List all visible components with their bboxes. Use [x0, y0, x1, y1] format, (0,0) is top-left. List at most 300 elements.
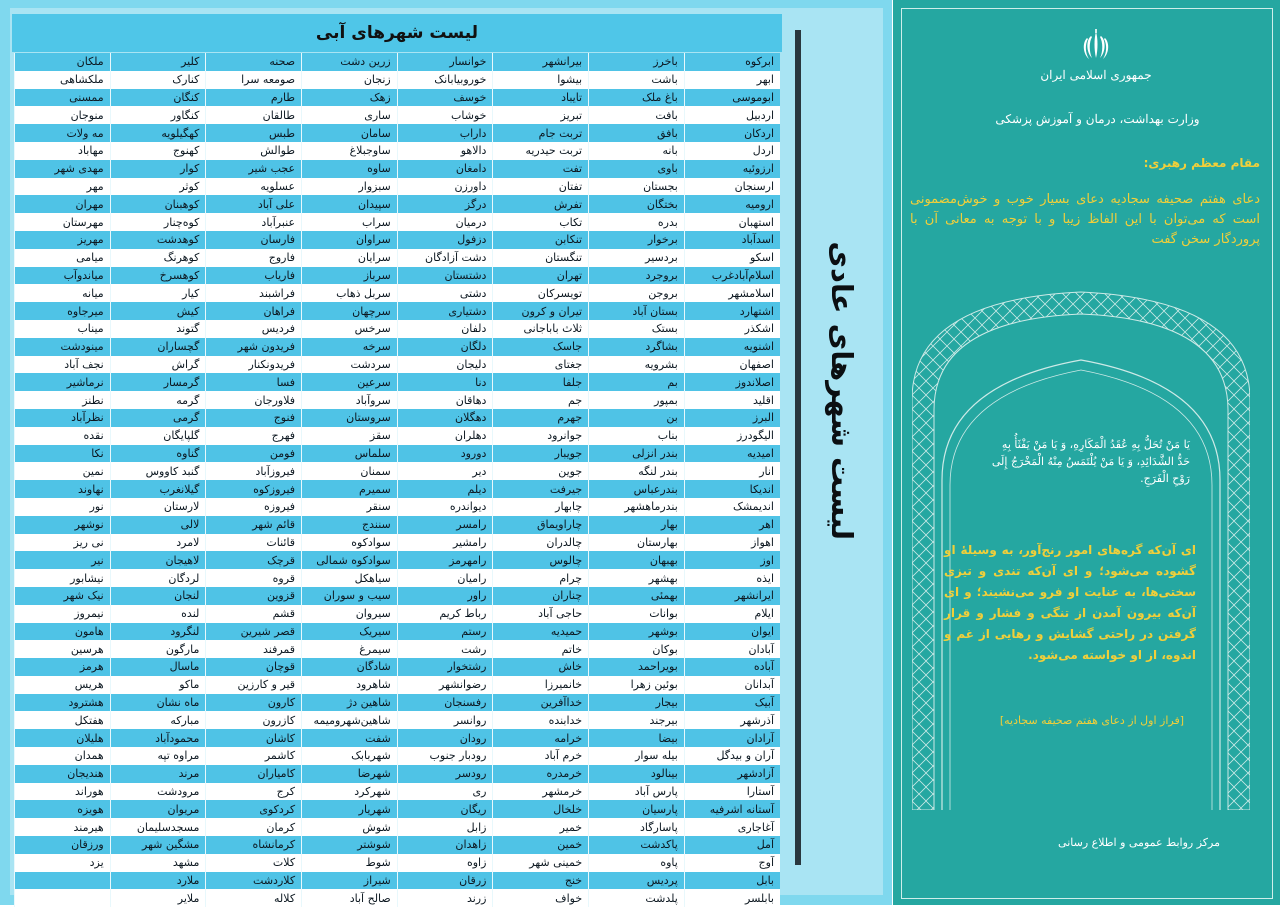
city-cell: مه ولات: [15, 124, 111, 142]
city-cell: تایباد: [493, 89, 589, 107]
city-cell: صالح آباد: [302, 889, 398, 907]
city-cell: زنجان: [302, 71, 398, 89]
city-cell: گرمسار: [110, 373, 206, 391]
city-cell: بن: [589, 409, 685, 427]
city-cell: دهاقان: [397, 391, 493, 409]
city-cell: ریگان: [397, 800, 493, 818]
city-cell: آباده: [684, 658, 780, 676]
city-cell: کیش: [110, 302, 206, 320]
city-cell: تربت جام: [493, 124, 589, 142]
table-row: [15, 320, 781, 338]
city-cell: فهرج: [206, 427, 302, 445]
city-cell: فاریاب: [206, 267, 302, 285]
city-cell: آوج: [684, 854, 780, 872]
city-cell: ری: [397, 783, 493, 801]
city-cell: قمرفند: [206, 640, 302, 658]
city-cell: کاشمر: [206, 747, 302, 765]
city-cell: بیرانشهر: [493, 53, 589, 71]
table-row: [15, 498, 781, 516]
city-cell: خورو‌بیابانک: [397, 71, 493, 89]
city-cell: میامی: [15, 249, 111, 267]
city-cell: جم: [493, 391, 589, 409]
leader-heading: مقام معظم رهبری:: [1143, 156, 1260, 170]
city-cell: بروجن: [589, 284, 685, 302]
city-cell: سرباز: [302, 267, 398, 285]
city-cell: لارستان: [110, 498, 206, 516]
divider-bar: [795, 30, 801, 865]
city-cell: رودسر: [397, 765, 493, 783]
city-cell: باوی: [589, 160, 685, 178]
city-cell: نوشهر: [15, 516, 111, 534]
city-cell: شاهین‌شهروميمه: [302, 711, 398, 729]
city-cell: سراب: [302, 213, 398, 231]
city-cell: ساوجبلاغ: [302, 142, 398, 160]
city-cell: فسا: [206, 373, 302, 391]
city-cell: اهواز: [684, 534, 780, 552]
city-cell: سروستان: [302, 409, 398, 427]
table-row: [15, 71, 781, 89]
city-cell: خانمیرزا: [493, 676, 589, 694]
city-cell: سمیرم: [302, 480, 398, 498]
city-cell: لامرد: [110, 534, 206, 552]
city-cell: قوچان: [206, 658, 302, 676]
city-cell: خوسف: [397, 89, 493, 107]
city-cell: عجب شیر: [206, 160, 302, 178]
city-cell: بشرویه: [589, 356, 685, 374]
city-cell: فارسان: [206, 231, 302, 249]
city-cell: هشترود: [15, 694, 111, 712]
city-cell: کوثر: [110, 178, 206, 196]
city-cell: کوهسرخ: [110, 267, 206, 285]
city-cell: شهریار: [302, 800, 398, 818]
city-cell: چرام: [493, 569, 589, 587]
city-cell: تیران و کرون: [493, 302, 589, 320]
city-cell: نظرآباد: [15, 409, 111, 427]
table-row: [15, 53, 781, 71]
city-cell: تنکابن: [493, 231, 589, 249]
table-row: [15, 872, 781, 890]
table-row: [15, 427, 781, 445]
city-cell: سوادکوه: [302, 534, 398, 552]
arabic-prayer: یَا مَنْ تُحَلُّ بِهِ عُقَدُ الْمَكَارِهِ، وَ یَا مَنْ یَفْثَأُ بِهِ حَدُّ الشَّدَائِدِ، وَ یَا مَنْ یُلْتَمَسُ مِنْهُ الْمَخْرَجُ إِلَى رَوْحِ الْفَرَجِ.: [991, 438, 1190, 485]
city-cell: کاشان: [206, 729, 302, 747]
city-cell: کازرون: [206, 711, 302, 729]
city-cell: دهلران: [397, 427, 493, 445]
city-cell: انار: [684, 462, 780, 480]
city-cell: تکاب: [493, 213, 589, 231]
city-cell: تهران: [493, 267, 589, 285]
city-cell: اردکان: [684, 124, 780, 142]
city-cell: رشت: [397, 640, 493, 658]
city-cell: ایذه: [684, 569, 780, 587]
city-cell: مریوان: [110, 800, 206, 818]
city-cell: بشاگرد: [589, 338, 685, 356]
table-row: [15, 302, 781, 320]
city-cell: سپیدان: [302, 195, 398, 213]
city-cell: کنگان: [110, 89, 206, 107]
city-cell: آزادشهر: [684, 765, 780, 783]
city-cell: سمنان: [302, 462, 398, 480]
city-cell: علی آباد: [206, 195, 302, 213]
city-cell: بمپور: [589, 391, 685, 409]
city-cell: زاوه: [397, 854, 493, 872]
city-cell: کرمان: [206, 818, 302, 836]
city-cell: شفت: [302, 729, 398, 747]
city-cell: نی ریز: [15, 534, 111, 552]
city-cell: رستم: [397, 623, 493, 641]
city-cell: نکا: [15, 445, 111, 463]
city-cell: قشم: [206, 605, 302, 623]
city-cell: بانه: [589, 142, 685, 160]
city-cell: بوئین زهرا: [589, 676, 685, 694]
city-cell: دامغان: [397, 160, 493, 178]
city-cell: البرز: [684, 409, 780, 427]
city-cell: فردیس: [206, 320, 302, 338]
city-cell: قائنات: [206, 534, 302, 552]
city-cell: نیر: [15, 551, 111, 569]
city-cell: جوین: [493, 462, 589, 480]
city-cell: امیدیه: [684, 445, 780, 463]
city-cell: دشتی: [397, 284, 493, 302]
city-cell: سیروان: [302, 605, 398, 623]
table-row: [15, 373, 781, 391]
city-cell: بافق: [589, 124, 685, 142]
city-cell: مهاباد: [15, 142, 111, 160]
city-cell: مشهد: [110, 854, 206, 872]
ministry-label: وزارت بهداشت، درمان و آموزش پزشکی: [995, 112, 1200, 126]
city-cell: تربت حیدریه: [493, 142, 589, 160]
city-cell: فریدون شهر: [206, 338, 302, 356]
city-cell: جلفا: [493, 373, 589, 391]
city-cell: بستک: [589, 320, 685, 338]
city-cell: رودبار جنوب: [397, 747, 493, 765]
city-cell: فیروزکوه: [206, 480, 302, 498]
city-cell: ماسال: [110, 658, 206, 676]
table-row: [15, 623, 781, 641]
city-cell: گلپایگان: [110, 427, 206, 445]
table-row: [15, 783, 781, 801]
city-cell: کیار: [110, 284, 206, 302]
city-cell: ملایر: [110, 889, 206, 907]
city-cell: کوهرنگ: [110, 249, 206, 267]
city-cell: رباط کریم: [397, 605, 493, 623]
table-row: [15, 640, 781, 658]
city-cell: گچساران: [110, 338, 206, 356]
city-cell: راور: [397, 587, 493, 605]
city-cell: بهبهان: [589, 551, 685, 569]
city-cell: هرمز: [15, 658, 111, 676]
city-cell: اشتهارد: [684, 302, 780, 320]
city-cell: [15, 872, 111, 890]
city-cell: رامیان: [397, 569, 493, 587]
city-cell: قرچک: [206, 551, 302, 569]
city-cell: اردبیل: [684, 106, 780, 124]
city-cell: زابل: [397, 818, 493, 836]
city-cell: قائم شهر: [206, 516, 302, 534]
city-cell: قصر شیرین: [206, 623, 302, 641]
table-row: [15, 658, 781, 676]
city-cell: بیرجند: [589, 711, 685, 729]
city-cell: کهگیلویه: [110, 124, 206, 142]
city-cell: دهگلان: [397, 409, 493, 427]
city-cell: ورزقان: [15, 836, 111, 854]
city-cell: یزد: [15, 854, 111, 872]
footer-label: مرکز روابط عمومی و اطلاع رسانی: [1058, 836, 1220, 849]
city-cell: بوشهر: [589, 623, 685, 641]
city-cell: شهرضا: [302, 765, 398, 783]
city-cell: بندر لنگه: [589, 462, 685, 480]
city-cell: چاراویماق: [493, 516, 589, 534]
city-cell: کوهبنان: [110, 195, 206, 213]
city-cell: اسدآباد: [684, 231, 780, 249]
city-cell: خدابنده: [493, 711, 589, 729]
city-cell: رضوانشهر: [397, 676, 493, 694]
city-cell: جیرفت: [493, 480, 589, 498]
city-cell: بندرعباس: [589, 480, 685, 498]
city-cell: جغتای: [493, 356, 589, 374]
city-cell: هامون: [15, 623, 111, 641]
city-cell: پارس آباد: [589, 783, 685, 801]
city-cell: صحنه: [206, 53, 302, 71]
city-cell: دیواندره: [397, 498, 493, 516]
city-cell: هریس: [15, 676, 111, 694]
city-cell: بهمئی: [589, 587, 685, 605]
city-cell: شوش: [302, 818, 398, 836]
city-cell: مهران: [15, 195, 111, 213]
city-cell: چناران: [493, 587, 589, 605]
city-cell: دشتستان: [397, 267, 493, 285]
city-cell: تویسرکان: [493, 284, 589, 302]
city-cell: استهبان: [684, 213, 780, 231]
city-cell: زهک: [302, 89, 398, 107]
city-cell: مشگین شهر: [110, 836, 206, 854]
table-row: [15, 462, 781, 480]
city-cell: ابرکوه: [684, 53, 780, 71]
city-cell: ایلام: [684, 605, 780, 623]
table-row: [15, 711, 781, 729]
city-cell: رامسر: [397, 516, 493, 534]
city-cell: باخرز: [589, 53, 685, 71]
city-cell: فیروزآباد: [206, 462, 302, 480]
city-cell: ساوه: [302, 160, 398, 178]
city-cell: آستارا: [684, 783, 780, 801]
city-cell: ثلاث باباجانی: [493, 320, 589, 338]
table-row: [15, 409, 781, 427]
city-cell: اشنویه: [684, 338, 780, 356]
city-cell: خمین: [493, 836, 589, 854]
city-cell: بجستان: [589, 178, 685, 196]
city-cell: بروجرد: [589, 267, 685, 285]
city-cell: عنبرآباد: [206, 213, 302, 231]
table-row: [15, 142, 781, 160]
city-cell: چالدران: [493, 534, 589, 552]
city-cell: برخوار: [589, 231, 685, 249]
city-cell: مهر: [15, 178, 111, 196]
city-cell: کنارک: [110, 71, 206, 89]
city-cell: قروه: [206, 569, 302, 587]
table-row: [15, 836, 781, 854]
table-row: [15, 178, 781, 196]
city-cell: قزوین: [206, 587, 302, 605]
table-row: [15, 534, 781, 552]
city-cell: عسلویه: [206, 178, 302, 196]
city-cell: ابوموسی: [684, 89, 780, 107]
city-cell: کلیر: [110, 53, 206, 71]
city-cell: گناوه: [110, 445, 206, 463]
table-row: [15, 551, 781, 569]
city-cell: چالوس: [493, 551, 589, 569]
city-cell: میناب: [15, 320, 111, 338]
city-cell: مهرستان: [15, 213, 111, 231]
city-cell: ایوان: [684, 623, 780, 641]
city-cell: خرمشهر: [493, 783, 589, 801]
city-cell: فاروج: [206, 249, 302, 267]
city-cell: کامیاران: [206, 765, 302, 783]
city-cell: آمل: [684, 836, 780, 854]
city-cell: آران و بیدگل: [684, 747, 780, 765]
city-cell: فنوج: [206, 409, 302, 427]
city-cell: اندیمشک: [684, 498, 780, 516]
city-cell: کوار: [110, 160, 206, 178]
city-cell: خاش: [493, 658, 589, 676]
city-cell: جویبار: [493, 445, 589, 463]
city-cell: پاکدشت: [589, 836, 685, 854]
city-cell: اصلاندوز: [684, 373, 780, 391]
prayer-translation: ای آن‌که گره‌های امور رنج‌آور، به وسیلهٔ او گشوده می‌شود؛ و ای آن‌که تندی و تیزی سختی‌ها، به عنایت او فرو می‌نشیند؛ و ای آن‌که بیرون آمدن از تنگی و فشار و قرار گرفتن در راحتی گشایش و رهایی از غم و اندوه، از او خواسته می‌شود.: [944, 543, 1196, 662]
city-cell: مبارکه: [110, 711, 206, 729]
table-row: [15, 694, 781, 712]
table-row: [15, 213, 781, 231]
city-cell: رودان: [397, 729, 493, 747]
city-cell: هفتکل: [15, 711, 111, 729]
city-cell: هرسین: [15, 640, 111, 658]
city-cell: سراوان: [302, 231, 398, 249]
city-cell: نیک شهر: [15, 587, 111, 605]
city-cell: دالاهو: [397, 142, 493, 160]
city-cell: بیله سوار: [589, 747, 685, 765]
city-cell: دورود: [397, 445, 493, 463]
country-label: جمهوری اسلامی ایران: [1040, 68, 1152, 82]
city-cell: کهنوج: [110, 142, 206, 160]
city-cell: آبادان: [684, 640, 780, 658]
city-cell: گنبد کاووس: [110, 462, 206, 480]
city-cell: آذرشهر: [684, 711, 780, 729]
city-cell: درمیان: [397, 213, 493, 231]
city-cell: فریدونکنار: [206, 356, 302, 374]
list-title: لیست شهرهای آبی: [315, 23, 479, 43]
city-cell: فراهان: [206, 302, 302, 320]
city-cell: نجف آباد: [15, 356, 111, 374]
city-cell: دشتیاری: [397, 302, 493, 320]
city-cell: هویزه: [15, 800, 111, 818]
city-cell: حاجی آباد: [493, 605, 589, 623]
city-cell: دلگان: [397, 338, 493, 356]
city-cell: محمودآباد: [110, 729, 206, 747]
city-cell: چابهار: [493, 498, 589, 516]
city-cell: درگز: [397, 195, 493, 213]
table-row: [15, 854, 781, 872]
city-cell: مهدی شهر: [15, 160, 111, 178]
city-cell: سنندج: [302, 516, 398, 534]
table-row: [15, 284, 781, 302]
city-cell: پلدشت: [589, 889, 685, 907]
city-cell: بافت: [589, 106, 685, 124]
list-title-bar: [12, 14, 782, 52]
city-cell: لنجان: [110, 587, 206, 605]
city-cell: [15, 889, 111, 907]
city-cell: سرخه: [302, 338, 398, 356]
city-cell: سرخس: [302, 320, 398, 338]
city-cell: گیلانغرب: [110, 480, 206, 498]
city-cell: جوانرود: [493, 427, 589, 445]
city-cell: سیمرغ: [302, 640, 398, 658]
city-cell: خلخال: [493, 800, 589, 818]
city-cell: طارم: [206, 89, 302, 107]
city-cell: داراب: [397, 124, 493, 142]
table-row: [15, 889, 781, 907]
city-cell: اردل: [684, 142, 780, 160]
city-cell: سروآباد: [302, 391, 398, 409]
city-cell: پاسارگاد: [589, 818, 685, 836]
city-cell: بیجار: [589, 694, 685, 712]
table-row: [15, 516, 781, 534]
city-cell: پاوه: [589, 854, 685, 872]
city-cell: بینالود: [589, 765, 685, 783]
city-cell: رامهرمز: [397, 551, 493, 569]
city-cell: ساری: [302, 106, 398, 124]
city-cell: آبدانان: [684, 676, 780, 694]
city-cell: بندر انزلی: [589, 445, 685, 463]
city-cell: سردشت: [302, 356, 398, 374]
city-cell: بویراحمد: [589, 658, 685, 676]
city-cell: نقده: [15, 427, 111, 445]
city-cell: خاتم: [493, 640, 589, 658]
table-row: [15, 106, 781, 124]
city-cell: بوکان: [589, 640, 685, 658]
city-cell: صومعه سرا: [206, 71, 302, 89]
city-cell: گرمه: [110, 391, 206, 409]
city-cell: سوادکوه شمالی: [302, 551, 398, 569]
city-cell: بناب: [589, 427, 685, 445]
city-cell: ابهر: [684, 71, 780, 89]
city-cell: بردسیر: [589, 249, 685, 267]
table-row: [15, 747, 781, 765]
city-cell: خرمدره: [493, 765, 589, 783]
city-cell: سنقر: [302, 498, 398, 516]
city-cell: کلات: [206, 854, 302, 872]
table-row: [15, 160, 781, 178]
city-cell: خرامه: [493, 729, 589, 747]
city-cell: منوجان: [15, 106, 111, 124]
city-cell: گراش: [110, 356, 206, 374]
city-cell: باشت: [589, 71, 685, 89]
city-cell: فراشبند: [206, 284, 302, 302]
table-row: [15, 124, 781, 142]
city-cell: کلاردشت: [206, 872, 302, 890]
city-cell: کرمانشاه: [206, 836, 302, 854]
city-cell: حمیدیه: [493, 623, 589, 641]
city-cell: نمین: [15, 462, 111, 480]
city-cell: دزفول: [397, 231, 493, 249]
city-cell: آستانه اشرفیه: [684, 800, 780, 818]
city-cell: اسلامشهر: [684, 284, 780, 302]
city-cell: سیب و سوران: [302, 587, 398, 605]
city-cell: هندیجان: [15, 765, 111, 783]
city-cell: لالی: [110, 516, 206, 534]
city-cell: بیضا: [589, 729, 685, 747]
city-cell: بابل: [684, 872, 780, 890]
city-cell: دلیجان: [397, 356, 493, 374]
